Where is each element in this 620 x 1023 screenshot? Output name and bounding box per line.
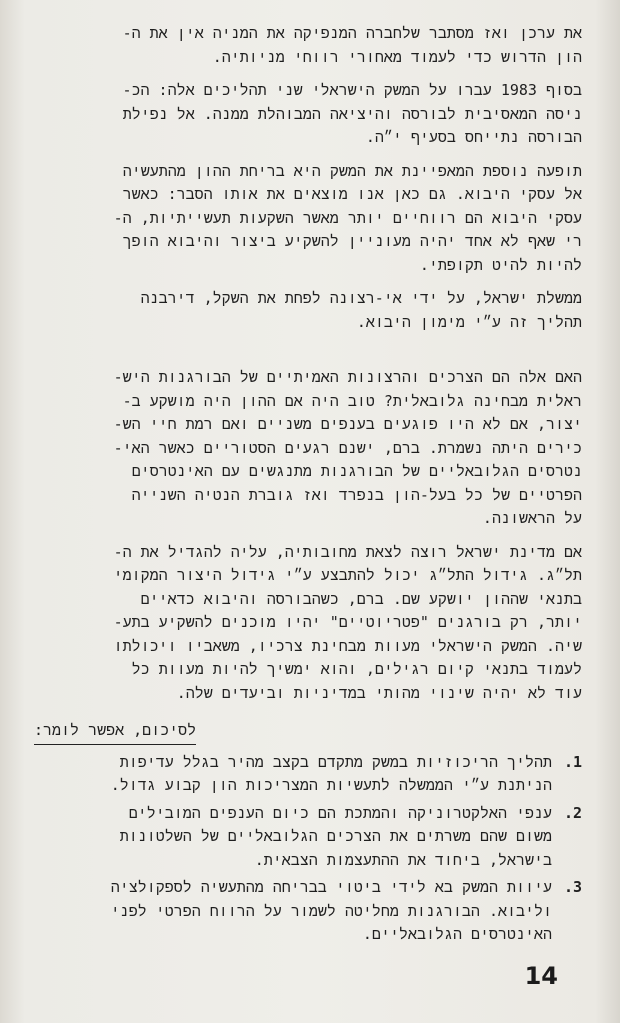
paragraph <box>34 541 582 706</box>
text-line: הניתנת ע״י הממשלה לתעשיות המצריכות הון קבוע גדול. <box>110 776 552 794</box>
text-line: בסוף 1983 עברו על המשק הישראלי שני תהליכים אלה: הכ- <box>122 81 582 99</box>
paragraph <box>34 160 582 278</box>
text-line: האינטרסים הגלובאליים. <box>362 925 552 943</box>
text-line: ענפי האלקטרוניקה והמתכת הם כיום הענפים המובילים <box>128 803 552 822</box>
text-line: הבורסה נתייחס בסעיף י״ה. <box>365 128 582 146</box>
paragraph <box>34 366 582 531</box>
list-number: 2. <box>563 803 582 822</box>
list-item <box>34 802 582 873</box>
text-line: ראלית מבחינה גלובאלית? טוב היה אם ההון היה מושקע ב- <box>122 391 582 410</box>
paragraph <box>34 79 582 150</box>
text-line: משום שהם משרתים את הצרכים הגלובאליים של השלטונות <box>119 827 552 845</box>
text-line: רי שאף לא אחד יהיה מעוניין להשקיע ביצור והיבוא הופך <box>122 232 582 250</box>
text-line: בתנאי שההון יושקע שם. ברם, כשהבורסה והיבוא כדאיים <box>140 589 582 608</box>
list-item <box>34 751 582 798</box>
paragraph <box>34 287 582 334</box>
text-line: תהליך הריכוזיות במשק מתקדם בקצב מהיר בגלל עדיפות <box>119 752 552 771</box>
list-item <box>34 876 582 947</box>
paragraph <box>34 22 582 69</box>
text-line: את ערכן ואז מסתבר שלחברה המנפיקה את המניה אין את ה- <box>122 24 582 42</box>
text-line: ניסה המאסיבית לבורסה והיציאה המבוהלת ממנה. אל נפילת <box>122 104 582 123</box>
text-line: ממשלת ישראל, על ידי אי-רצונה לפחת את השקל, דירבנה <box>140 289 582 307</box>
text-line: אל עסקי היבוא. גם כאן אנו מוצאים את אותו הסבר: כאשר <box>122 185 582 203</box>
text-line: בישראל, ביחוד את ההתעצמות הצבאית. <box>254 850 552 869</box>
text-line: לעמוד בתנאי קיום רגילים, והוא ימשיך להיות מעוות כל <box>131 660 582 678</box>
text-line: עסקי היבוא הם רווחיים יותר מאשר השקעות תעשייתיות, ה- <box>113 208 582 227</box>
summary-heading: לסיכום, אפשר לומר: <box>34 719 196 745</box>
text-line: וליבוא. הבורגנות מחליטה לשמור על הרווח הפרטי לפני <box>110 901 552 920</box>
text-line: שיה. המשק הישראלי מעוות מבחינת צרכיו, משאביו ויכולתו <box>113 636 582 655</box>
paragraph-group <box>34 22 582 705</box>
text-line: על הראשונה. <box>482 509 582 527</box>
text-line: כירים היתה נשמרת. ברם, ישנם רגעים הסטוריים כאשר האי- <box>113 438 582 457</box>
text-line: יצור, אם לא היו פוגעים בענפים משניים ואם רמת חיי הש- <box>113 415 582 433</box>
text-line: הון הדרוש כדי לעמוד מאחורי רווחי מניותיה. <box>212 47 582 66</box>
summary-list <box>34 751 582 947</box>
text-line: הפרטיים של כל בעל-הון בנפרד ואז גוברת הנטיה השנייה <box>131 485 582 504</box>
section-gap <box>34 344 582 366</box>
text-line: נטרסים הגלובאליים של הבורגנות מתנגשים עם האינטרסים <box>131 462 582 480</box>
text-line: תל״ג. גידול התל״ג יכול להתבצע ע״י גידול היצור המקומי <box>113 566 582 584</box>
list-number: 1. <box>563 752 582 771</box>
text-line: תהליך זה ע״י מימון היבוא. <box>356 312 582 331</box>
text-line: תופעה נוספת המאפיינת את המשק היא בריחת ההון מהתעשיה <box>122 161 582 180</box>
text-line: האם אלה הם הצרכים והרצונות האמיתיים של הבורגנות היש- <box>113 368 582 386</box>
page-number: 14 <box>524 962 558 990</box>
text-line: עוד לא יהיה שינוי מהותי במדיניות וביעדים שלה. <box>176 683 582 702</box>
list-number: 3. <box>563 878 582 896</box>
text-line: להיות להיט תקופתי. <box>419 255 582 274</box>
text-line: עיוות המשק בא לידי ביטוי בבריחה מהתעשיה לספקולציה <box>110 878 552 896</box>
text-line: אם מדינת ישראל רוצה לצאת מחובותיה, עליה להגדיל את ה- <box>113 542 582 561</box>
body-text <box>34 22 582 951</box>
text-line: יותר, רק בורגנים "פטריוטיים" יהיו מוכנים להשקיע בתע- <box>113 613 582 631</box>
